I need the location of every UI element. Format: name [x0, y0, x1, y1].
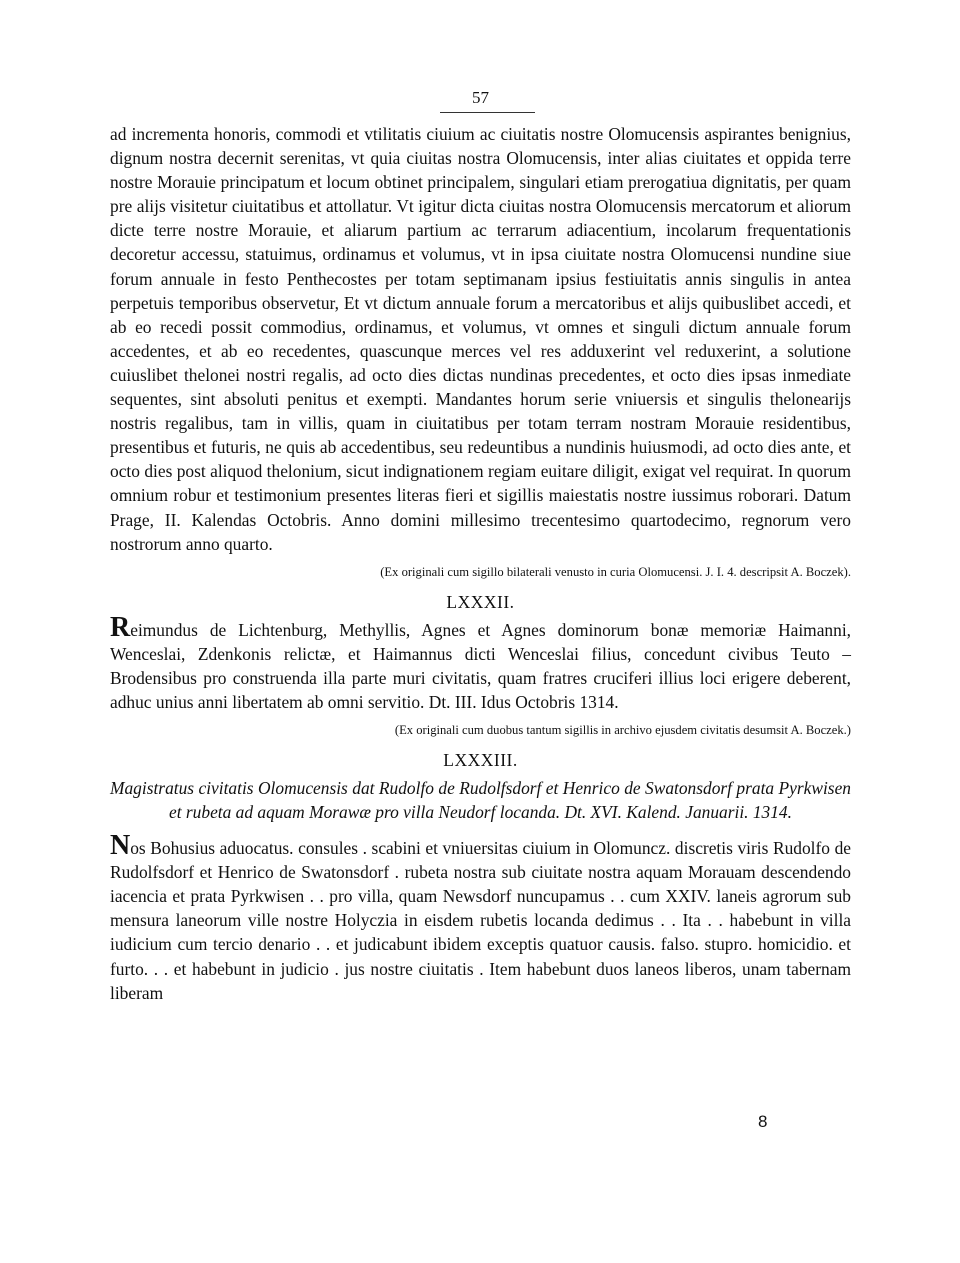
document-number-83: LXXXIII.: [443, 750, 518, 771]
signature-mark: 8: [758, 1112, 768, 1131]
regest-82: [110, 611, 851, 714]
paragraph: ad incrementa honoris, commodi et vtilitatis ciuium ac ciuitatis nostre Olomucensis aspirantes benignius, dignum nostra decernit serenitas, vt quia ciuitas nostra Olomucensis, inter alias ciuitates et oppida terre nostre Morauie principatum et locum obtinet principalem, singulari etiam prerogatiua dignitatis, per quam pre alijs visitetur ciuitatibus et attollatur. Vt igitur dicta ciuitas nostra Olomucensis mercatorum et aliorum dicte terre nostre Morauie, et aliarum partium ac terrarum adiacentium, incolarum frequentationis decoretur accessu, statuimus, ordinamus et volumus, vt in ipsa ciuitate nostra Olomucensi nundine siue forum annuale in festo Penthecostes per totam septimanam ipsius festiuitatis annis singulis in antea perpetuis temporibus observetur, Et vt dictum annuale forum a mercatoribus et alijs quibuslibet accedi, et ab eo recedi possit commodius, ordinamus, et volumus, vt omnes et singuli dictum annuale forum accedentes, et ab eo recedentes, quascunque merces vel res adduxerint vel reduxerint, a solutione cuiuslibet thelonei nostri regalis, ad octo dies dictas nundinas precedentes, et octo dies ipsas inmediate sequentes, sint absoluti penitus et exempti. Mandantes horum serie vniuersis et singulis thelonearijs nostris regalibus, tam in villis, quam in ciuitatibus per totam terram nostram Morauie residentibus, presentibus et futuris, ne quis ab accedentibus, seu redeuntibus a nundinis huiusmodi, ad octo dies ante, et octo dies post aliquod thelonium, sicut indignationem regiam euitare diligit, exigat vel requirat. In quorum omnium robur et testimonium presentes literas fieri et sigillis maiestatis nostre iussimus roborari. Datum Prage, II. Kalendas Octobris. Anno domini millesimo trecentesimo quartodecimo, regnorum vero nostrorum anno quarto.: [110, 124, 851, 554]
page-number: 57: [472, 88, 489, 107]
charter-text-1: [110, 122, 851, 556]
paragraph: [110, 830, 851, 1005]
header-rule: [440, 112, 535, 113]
initial-letter: N: [110, 830, 131, 862]
document-number-82: LXXXII.: [446, 591, 515, 612]
paragraph: [110, 611, 851, 714]
page: [110, 86, 851, 1005]
charter-text-83: [110, 830, 851, 1005]
charter-text: os Bohusius aduocatus. consules . scabini et vniuersitas ciuium in Olomuncz. discretis viris Rudolfo de Rudolfsdorf et Henrico de Swatonsdorf . rubeta nostra sub ciuitate nostra aquam Morauam descendendo iacencia et prata Pyrkwisen . . pro villa, quam Newsdorf nuncupamus . . cum XXIV. laneis agrorum sub mensura laneorum ville nostre Holyczia in eisdem rubetis locanda dedimus . . Ita . . habebunt in villa iudicium cum tercio denario . . et judicabunt ibidem exceptis quatuor causis. falso. stupro. homicidio. et furto. . . et habebunt in judicio . jus nostre ciuitatis . Item habebunt duos laneos liberos, unam tabernam liberam: [110, 838, 851, 1003]
initial-letter: R: [110, 611, 131, 643]
source-note-2: (Ex originali cum duobus tantum sigillis in archivo ejusdem civitatis desumsit A. Boczek.): [394, 723, 851, 738]
page-header: [110, 86, 851, 120]
source-note-1: (Ex originali cum sigillo bilaterali venusto in curia Olomucensi. J. I. 4. descripsit A. Boczek).: [380, 564, 851, 579]
document-summary-83: Magistratus civitatis Olomucensis dat Rudolfo de Rudolfsdorf et Henrico de Swatonsdorf prata Pyrkwisen et rubeta ad aquam Morawæ pro villa Neudorf locanda. Dt. XVI. Kalend. Januarii. 1314.: [110, 778, 851, 823]
regest-text: eimundus de Lichtenburg, Methyllis, Agnes et Agnes dominorum bonæ memoriæ Haimanni, Wenceslai, Zdenkonis relictæ, et Haimannus dicti Wenceslai filius, concedunt civibus Teuto – Brodensibus pro construenda illa parte muri civitatis, quam fratres cruciferi illius loci erigere deberent, adhuc unius anni libertatem ab omni servitio. Dt. III. Idus Octobris 1314.: [110, 619, 851, 712]
